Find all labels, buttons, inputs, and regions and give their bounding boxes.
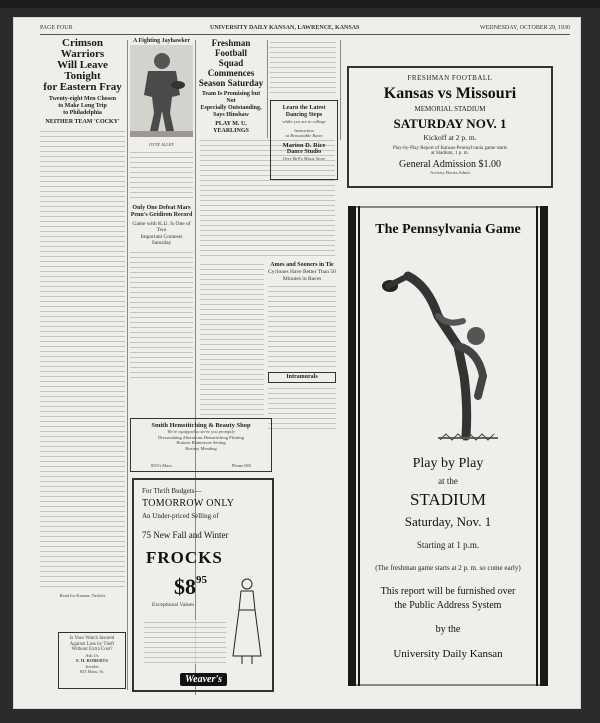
subhead-line: Saturday	[151, 240, 172, 246]
headline-line: for Eastern Fray	[43, 81, 122, 93]
headline-line: Season Saturday	[198, 78, 264, 88]
ad-line: while you are in college	[282, 119, 326, 124]
roster-caption: Read for Kansas: Tackles	[59, 593, 106, 598]
subhead-line: Minutes in Races	[282, 275, 322, 282]
col-freshman-football	[197, 38, 265, 135]
top-clip-bar	[0, 0, 600, 8]
ad-line: Dance Studio	[286, 148, 322, 155]
col-fighting-jayhawker	[130, 38, 193, 380]
ad-line: Hosiery Mending	[185, 445, 217, 451]
ad-dance-studio	[270, 100, 338, 180]
subhead-line: Important Contests	[140, 233, 183, 240]
ad-line: by the	[435, 624, 461, 635]
headline-line: Will Leave Tonight	[57, 59, 108, 82]
subhead-line: Ames and Sooners in Tie	[270, 262, 334, 268]
headline-line: Freshman Football	[211, 38, 251, 58]
ad-line: Buttons Rhinestone Setting	[176, 440, 226, 445]
ad-kansas-missouri	[347, 66, 553, 188]
ad-line: F. H. ROBERTS	[76, 658, 108, 663]
ad-line: Play-by-Play Report of Kansas-Pennsylvania game starts	[392, 146, 508, 151]
article-body-text	[130, 250, 193, 380]
ad-line: SATURDAY NOV. 1	[393, 116, 507, 131]
ad-smith-hemstitching	[130, 418, 272, 472]
subhead-line: NEITHER TEAM 'COCKY'	[45, 119, 120, 125]
ad-line: Dancing Steps	[285, 112, 323, 118]
ad-line: For Thrift Budgets—	[142, 487, 202, 495]
ad-line: Phone 683	[231, 462, 251, 468]
price-dollars: $8	[174, 574, 196, 599]
ad-line: FRESHMAN FOOTBALL	[407, 74, 493, 82]
page-header	[40, 24, 570, 35]
ad-line: at Stadium, 1 p. m.	[431, 151, 469, 156]
ad-line: Play by Play	[412, 456, 484, 471]
ad-line: We're equipped to serve you promptly	[167, 429, 235, 434]
subhead-line: PLAY M. U. YEARLINGS	[213, 121, 249, 134]
price-cents: 95	[196, 574, 207, 586]
ad-line: 833½ Mass.	[151, 462, 173, 468]
subhead-line: Says Hinshaw	[213, 112, 249, 118]
ad-line: 833 Mass. St.	[79, 669, 105, 674]
ad-line: Over Bell's Music Store	[282, 155, 326, 161]
column-rule	[340, 40, 341, 140]
ad-line: Instruction	[294, 127, 314, 133]
article-body-text	[268, 386, 336, 431]
ad-line: Ask Us	[85, 652, 99, 658]
ad-line: Kickoff at 2 p. m.	[423, 133, 477, 142]
ad-line: Marion D. Rice	[282, 141, 326, 149]
ad-line: Kansas vs Missouri	[383, 85, 517, 102]
ad-line: Against Loss by Theft	[69, 641, 115, 647]
football-player-photo-icon	[130, 45, 193, 137]
ad-line: Dressmaking Alterations Hemstitching Pleating	[158, 434, 244, 440]
ad-line: (The freshman game starts at 2 p. m. so come early)	[375, 564, 521, 572]
article-body-text	[268, 284, 336, 369]
ad-line: TOMORROW ONLY	[142, 498, 235, 509]
ad-line: Without Extra Cost?	[71, 647, 113, 652]
article-body-text	[270, 40, 336, 96]
ad-line: Starting at 1 p.m.	[416, 540, 480, 550]
col-crimson-warriors	[40, 38, 125, 599]
intramurals-box	[268, 372, 336, 383]
headline-line: Only One Defeat Mars	[132, 204, 191, 211]
masthead: UNIVERSITY DAILY KANSAN, LAWRENCE, KANSAS	[210, 25, 360, 31]
article-body-text	[200, 262, 264, 417]
ad-line: This report will be furnished over	[380, 586, 516, 597]
ad-line: at Reasonable Rates	[285, 133, 323, 138]
subhead-line: to Philadelphia	[63, 110, 102, 116]
subhead-line: to Make Long Trip	[58, 103, 107, 109]
subhead-line: Twenty-eight Men Chosen	[48, 96, 117, 102]
col-ames-sooners	[268, 262, 336, 431]
ad-line: Jeweler	[85, 663, 99, 669]
headline-line: Penn's Gridiron Record	[130, 211, 193, 218]
headline-line: Squad Commences	[207, 58, 255, 78]
ad-line: Activity Books Admit	[430, 170, 470, 175]
subhead-line: Team Is Promising but Not	[201, 91, 261, 104]
ad-line: MEMORIAL STADIUM	[414, 105, 486, 113]
ad-title: The Pennsylvania Game	[375, 222, 521, 237]
weavers-logo: Weaver's	[180, 673, 227, 686]
photo-headline: A Fighting Jayhawker	[132, 38, 190, 44]
subhead-line: Game with K.U. Is One of Two	[132, 220, 191, 233]
kicker-illustration-icon	[368, 256, 528, 446]
ad-line: Is Your Watch Insured	[69, 636, 115, 641]
page-date: WEDNESDAY, OCTOBER 29, 1930	[479, 25, 570, 31]
dress-illustration-icon	[230, 576, 264, 666]
section-label: Intramurals	[286, 374, 318, 380]
ad-frocks	[132, 478, 274, 692]
ad-line: Saturday, Nov. 1	[404, 514, 492, 529]
article-body-text	[40, 129, 125, 591]
ad-line: Smith Hemstitching & Beauty Shop	[151, 422, 251, 429]
ad-line: Learn the Latest	[282, 105, 326, 111]
ad-line: Exceptional Values	[152, 602, 195, 608]
ad-line: FROCKS	[146, 548, 223, 567]
ad-watch-insured	[58, 632, 126, 689]
subhead-line: Cyclones Have Better Than 50	[268, 269, 336, 275]
article-body-text	[130, 150, 193, 202]
ad-line: University Daily Kansan	[393, 648, 503, 660]
subhead-line: Especially Outstanding,	[200, 105, 262, 111]
photo-caption: OTTE ALLEY	[148, 142, 175, 147]
ad-line: the Public Address System	[394, 600, 502, 611]
ad-line: STADIUM	[409, 490, 487, 509]
ad-line: at the	[438, 476, 458, 486]
ad-body-text	[144, 620, 226, 664]
column-rule	[127, 40, 128, 690]
ad-pennsylvania-game	[348, 206, 548, 686]
ad-line: General Admission $1.00	[399, 159, 501, 170]
ad-line: An Under-priced Selling of	[142, 512, 219, 520]
ad-line: 75 New Fall and Winter	[142, 530, 229, 540]
headline-line: Crimson Warriors	[60, 37, 105, 60]
page-number: PAGE FOUR	[40, 25, 73, 31]
column-rule	[267, 40, 268, 140]
